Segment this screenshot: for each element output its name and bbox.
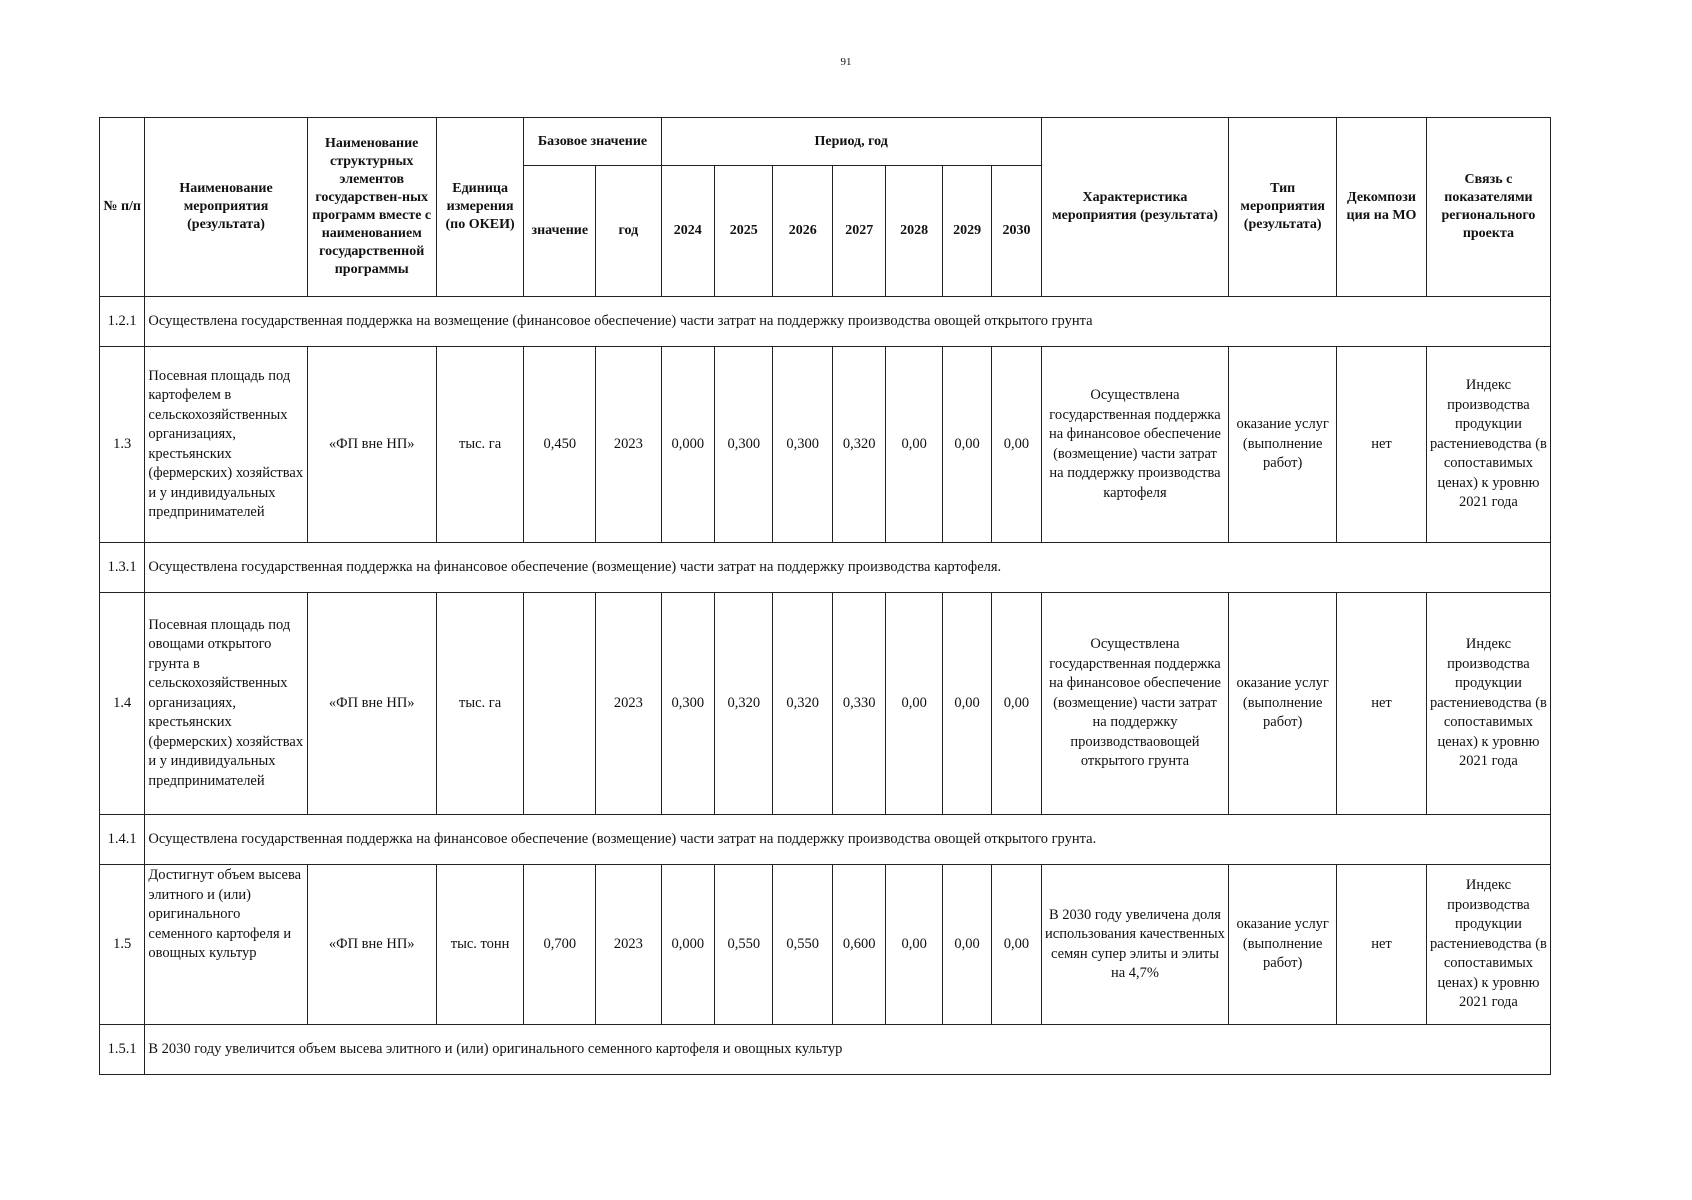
row-value: 0,550: [773, 865, 832, 1025]
row-value: 0,00: [942, 347, 991, 543]
subrow: [100, 1025, 1551, 1075]
row-base-value: 0,700: [524, 865, 596, 1025]
header-characteristic: Характеристика мероприятия (результата): [1041, 118, 1229, 297]
row-characteristic: Осуществлена государственная поддержка на финансовое обеспечение (возмещение) части затрат на поддержку производстваовощей открытого грунта: [1041, 593, 1229, 815]
row-base-year: 2023: [596, 865, 662, 1025]
subrow-text: Осуществлена государственная поддержка на финансовое обеспечение (возмещение) части затрат на поддержку производства овощей открытого грунта.: [145, 815, 1551, 865]
header-type: Тип мероприятия (результата): [1229, 118, 1337, 297]
row-value: 0,320: [715, 593, 773, 815]
subrow-text: В 2030 году увеличится объем высева элитного и (или) оригинального семенного картофеля и овощных культур: [145, 1025, 1551, 1075]
row-unit: тыс. га: [436, 347, 524, 543]
row-characteristic: Осуществлена государственная поддержка на финансовое обеспечение (возмещение) части затрат на поддержку производства картофеля: [1041, 347, 1229, 543]
row-value: 0,300: [661, 593, 714, 815]
table-row: [100, 593, 1551, 815]
subrow: [100, 297, 1551, 347]
row-link: Индекс производства продукции растениеводства (в сопоставимых ценах) к уровню 2021 года: [1426, 347, 1550, 543]
header-link: Связь с показателями регионального проекта: [1426, 118, 1550, 297]
header-year: 2026: [773, 166, 832, 297]
table-row: [100, 865, 1551, 1025]
header-name: Наименование мероприятия (результата): [145, 118, 307, 297]
row-value: 0,00: [992, 347, 1041, 543]
row-type: оказание услуг (выполнение работ): [1229, 347, 1337, 543]
header-year: 2027: [832, 166, 885, 297]
header-year: 2025: [715, 166, 773, 297]
row-value: 0,600: [832, 865, 885, 1025]
subrow-text: Осуществлена государственная поддержка на возмещение (финансовое обеспечение) части затрат на поддержку производства овощей открытого грунта: [145, 297, 1551, 347]
row-value: 0,000: [661, 347, 714, 543]
row-value: 0,00: [942, 865, 991, 1025]
row-base-value: [524, 593, 596, 815]
row-characteristic: В 2030 году увеличена доля использования качественных семян супер элиты и элиты на 4,7%: [1041, 865, 1229, 1025]
table-row: [100, 347, 1551, 543]
row-unit: тыс. га: [436, 593, 524, 815]
header-decomp: Декомпози ция на МО: [1337, 118, 1427, 297]
row-num: 1.5: [100, 865, 145, 1025]
row-value: 0,00: [886, 593, 942, 815]
row-value: 0,000: [661, 865, 714, 1025]
row-value: 0,00: [886, 865, 942, 1025]
row-value: 0,00: [992, 865, 1041, 1025]
row-value: 0,300: [773, 347, 832, 543]
header-base: Базовое значение: [524, 118, 661, 166]
row-name: Посевная площадь под картофелем в сельскохозяйственных организациях, крестьянских (фермерских) хозяйствах и у индивидуальных предпринимателей: [145, 347, 307, 543]
header-year: 2029: [942, 166, 991, 297]
row-base-year: 2023: [596, 347, 662, 543]
row-value: 0,00: [942, 593, 991, 815]
header-year: 2024: [661, 166, 714, 297]
row-value: 0,320: [832, 347, 885, 543]
indicators-table: [99, 117, 1551, 1075]
row-value: 0,00: [886, 347, 942, 543]
header-struct: Наименование структурных элементов государствен-ных программ вместе с наименованием государственной программы: [307, 118, 436, 297]
header-period: Период, год: [661, 118, 1041, 166]
row-base-value: 0,450: [524, 347, 596, 543]
row-decomp: нет: [1337, 347, 1427, 543]
row-value: 0,330: [832, 593, 885, 815]
row-value: 0,550: [715, 865, 773, 1025]
row-base-year: 2023: [596, 593, 662, 815]
row-type: оказание услуг (выполнение работ): [1229, 593, 1337, 815]
row-struct: «ФП вне НП»: [307, 347, 436, 543]
subrow-num: 1.3.1: [100, 543, 145, 593]
header-base-year: год: [596, 166, 662, 297]
row-value: 0,300: [715, 347, 773, 543]
row-name: Посевная площадь под овощами открытого грунта в сельскохозяйственных организациях, крестьянских (фермерских) хозяйствах и у индивидуальных предпринимателей: [145, 593, 307, 815]
row-name: Достигнут объем высева элитного и (или) оригинального семенного картофеля и овощных культур: [145, 865, 307, 1025]
row-decomp: нет: [1337, 865, 1427, 1025]
subrow-num: 1.5.1: [100, 1025, 145, 1075]
header-unit: Единица измерения (по ОКЕИ): [436, 118, 524, 297]
row-struct: «ФП вне НП»: [307, 865, 436, 1025]
subrow-num: 1.2.1: [100, 297, 145, 347]
row-unit: тыс. тонн: [436, 865, 524, 1025]
row-struct: «ФП вне НП»: [307, 593, 436, 815]
header-num: № п/п: [100, 118, 145, 297]
row-link: Индекс производства продукции растениеводства (в сопоставимых ценах) к уровню 2021 года: [1426, 865, 1550, 1025]
row-decomp: нет: [1337, 593, 1427, 815]
subrow: [100, 815, 1551, 865]
row-num: 1.4: [100, 593, 145, 815]
subrow-text: Осуществлена государственная поддержка на финансовое обеспечение (возмещение) части затрат на поддержку производства картофеля.: [145, 543, 1551, 593]
header-year: 2030: [992, 166, 1041, 297]
header-year: 2028: [886, 166, 942, 297]
row-value: 0,00: [992, 593, 1041, 815]
header-base-value: значение: [524, 166, 596, 297]
row-link: Индекс производства продукции растениеводства (в сопоставимых ценах) к уровню 2021 года: [1426, 593, 1550, 815]
page-number: 91: [840, 56, 852, 68]
row-num: 1.3: [100, 347, 145, 543]
subrow-num: 1.4.1: [100, 815, 145, 865]
subrow: [100, 543, 1551, 593]
row-value: 0,320: [773, 593, 832, 815]
row-type: оказание услуг (выполнение работ): [1229, 865, 1337, 1025]
